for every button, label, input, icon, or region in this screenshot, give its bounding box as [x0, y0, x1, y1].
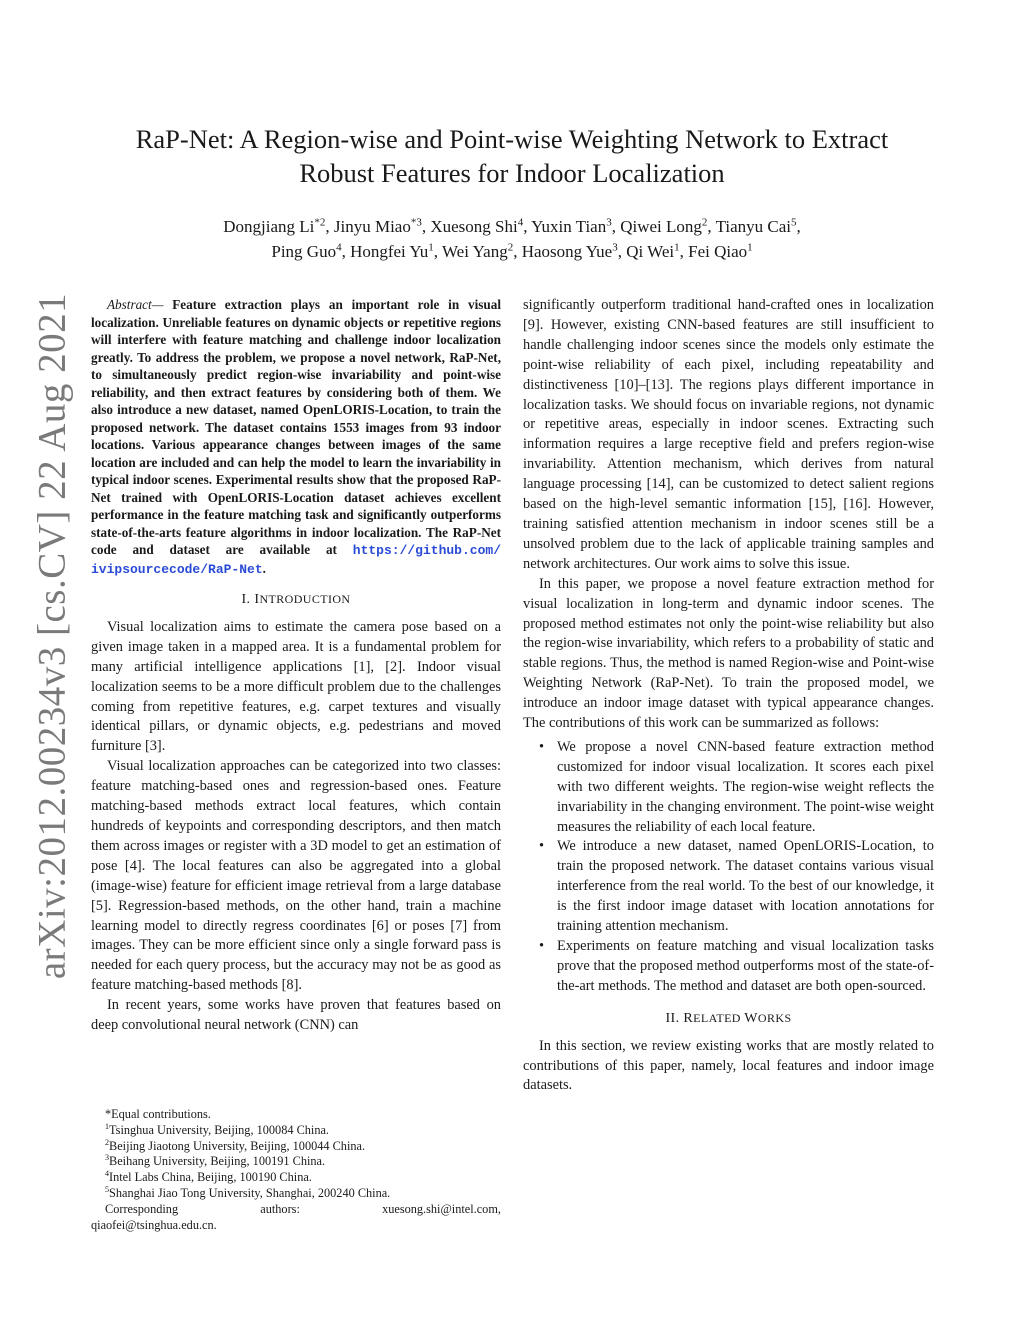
- author: Haosong Yue$^3$,: [521, 241, 627, 261]
- email-link[interactable]: qiaofei@tsinghua.edu.cn.: [91, 1217, 217, 1232]
- title-line-1: RaP-Net: A Region-wise and Point-wise Weighting Network to Extract: [135, 124, 889, 154]
- contribution-item: • We propose a novel CNN-based feature extraction method customized for indoor visual localization. It scores each pixel with two different weights. The region-wise weight reflects the invariability in the changing environment. The point-wise weight measures the reliability of each local feature.: [539, 738, 934, 835]
- intro-paragraph-3: In recent years, some works have proven that features based on deep convolutional neural network (CNN) can: [91, 997, 501, 1034]
- footnote-affiliation: $^5$Shanghai Jiao Tong University, Shanghai, 200240 China.: [105, 1184, 391, 1200]
- arxiv-identifier: arXiv:2012.00234v3 [cs.CV] 22 Aug 2021: [30, 292, 74, 980]
- author: Ping Guo$^4$,: [271, 241, 351, 261]
- intro-paragraph-2: Visual localization approaches can be categorized into two classes: feature matching-based ones and regression-based ones. Feature matching-based methods extract local features, which contain hundreds of keypoints and corresponding descriptors, and then match them across images or register with a 3D model to get an estimation of pose [4]. The local features can also be aggregated into a global (image-wise) feature for efficient image retrieval from a large database [5]. Regression-based methods, on the other hand, train a machine learning model to directly regress coordinates [6] or poses [7] from images. They can be more efficient since only a single forward pass is needed for each query process, but the accuracy may not be as good as feature matching-based methods [8].: [91, 758, 501, 994]
- section-heading-related-works: II. RELATED WORKS: [665, 1010, 792, 1026]
- author-list: [90, 214, 934, 264]
- footnote-affiliation: $^4$Intel Labs China, Beijing, 100190 China.: [105, 1169, 312, 1185]
- footnote-affiliation: $^3$Beihang University, Beijing, 100191 China.: [105, 1153, 326, 1169]
- footnotes: [91, 1107, 501, 1233]
- footnote-equal-contribution: *Equal contributions.: [105, 1107, 211, 1121]
- intro-paragraph-1: Visual localization aims to estimate the camera pose based on a given image taken in a mapped area. It is a fundamental problem for many artificial intelligence applications [1], [2]. Indoor visual localization seems to be a more difficult problem due to the challenges coming from repetitive features, e.g. carpet textures and visually identical pillars, or dynamic objects, e.g. pedestrians and moved furniture [3].: [91, 618, 501, 755]
- left-column: [91, 296, 501, 1036]
- paper-title: [90, 122, 934, 190]
- author: Qiwei Long$^2$,: [620, 216, 716, 236]
- footnote-corresponding: Corresponding authors: xuesong.shi@intel.com,: [105, 1201, 501, 1216]
- related-works-paragraph-1: In this section, we review existing works that are mostly related to contributions of this paper, namely, local features and indoor image datasets.: [523, 1037, 934, 1094]
- author: Fei Qiao$^1$: [688, 241, 753, 261]
- bullet-icon: •: [539, 738, 545, 755]
- bullet-icon: •: [539, 938, 545, 954]
- footnote-affiliation: $^2$Beijing Jiaotong University, Beijing, 100044 China.: [105, 1137, 366, 1153]
- author: Tianyu Cai$^5$,: [715, 216, 801, 236]
- author: Hongfei Yu$^1$,: [350, 241, 442, 261]
- contribution-list: [523, 738, 934, 997]
- abstract-lead: Abstract—: [107, 297, 164, 312]
- section-heading-introduction: I. INTRODUCTION: [241, 592, 351, 607]
- intro-paragraph-3-continued: significantly outperform traditional hand-crafted ones in localization [9]. However, existing CNN-based features are still insufficient to handle challenging indoor scenes since the models only estimate the point-wise reliability of each pixel, including repeatability and distinctiveness [10]–[13]. The regions plays different importance in localization tasks. We should focus on invariable regions, not dynamic or repetitive areas, especially in indoor scenes. Extracting such information requires a large receptive field and prefers region-wise invariability. Attention mechanism, which derives from natural language processing [14], can be customized to detect salient regions based on the high-level semantic information [15], [16]. However, training satisfied attention mechanism in indoor scenes still be a unsolved problem due to the lack of applicable training samples and network architectures. Our work aims to solve this issue.: [523, 297, 934, 572]
- email-link[interactable]: xuesong.shi@intel.com,: [382, 1201, 501, 1216]
- code-link[interactable]: https://github.com/ ivipsourcecode/RaP-Net: [91, 543, 501, 577]
- author: Dongjiang Li$^{*2}$,: [223, 216, 334, 236]
- footnote-affiliation: $^1$Tsinghua University, Beijing, 100084 China.: [105, 1121, 330, 1137]
- author: Wei Yang$^2$,: [442, 241, 522, 261]
- bullet-icon: •: [539, 838, 545, 855]
- abstract: Abstract— Feature extraction plays an important role in visual localization. Unreliable features on dynamic objects or repetitive regions will interfere with feature matching and challenge indoor localization greatly. To address the problem, we propose a novel network, RaP-Net, to simultaneously predict region-wise invariability and point-wise reliability, and then extract features by considering both of them. We also introduce a new dataset, named OpenLORIS-Location, to train the proposed network. The dataset contains 1553 images from 93 indoor locations. Various appearance changes between images of the same location are included and can help the model to learn the invariability in typical indoor scenes. Experimental results show that the proposed RaP-Net trained with OpenLORIS-Location dataset achieves excellent performance in the feature matching task and significantly outperforms state-of-the-arts feature algorithms in indoor localization. The RaP-Net code and dataset are available at https://github.com/ ivipsourcecode/RaP-Net.: [91, 297, 501, 577]
- intro-paragraph-4: In this paper, we propose a novel feature extraction method for visual localization in long-term and dynamic indoor scenes. The proposed method estimates not only the point-wise reliability but also the region-wise invariability, which refers to a probability of static and stable regions. Thus, the method is named Region-wise and Point-wise Weighting Network (RaP-Net). To train the proposed model, we introduce an indoor image dataset with typical appearance changes. The contributions of this work can be summarized as follows:: [523, 575, 934, 732]
- contribution-item: • We introduce a new dataset, named OpenLORIS-Location, to train the proposed network. The dataset contains various visual interference from the real world. To the best of our knowledge, it is the first indoor image dataset with location annotations for training attention mechanism.: [539, 838, 934, 935]
- title-line-2: Robust Features for Indoor Localization: [299, 158, 725, 188]
- author: Xuesong Shi$^4$,: [430, 216, 532, 236]
- author: Qi Wei$^1$,: [626, 241, 689, 261]
- right-column: [523, 296, 934, 1096]
- author: Yuxin Tian$^3$,: [531, 216, 621, 236]
- abstract-body: Feature extraction plays an important role in visual localization. Unreliable features on dynamic objects or repetitive regions will interfere with feature matching and challenge indoor localization greatly. To address the problem, we propose a novel network, RaP-Net, to simultaneously predict region-wise invariability and point-wise reliability, and then extract features by considering both of them. We also introduce a new dataset, named OpenLORIS-Location, to train the proposed network. The dataset contains 1553 images from 93 indoor locations. Various appearance changes between images of the same location are included and can help the model to learn the invariability in typical indoor scenes. Experimental results show that the proposed RaP-Net trained with OpenLORIS-Location dataset achieves excellent performance in the feature matching task and significantly outperforms state-of-the-arts feature algorithms in indoor localization. The RaP-Net code and dataset are available at: [91, 297, 501, 557]
- author-line-2: [90, 239, 934, 264]
- author-line-1: [90, 214, 934, 239]
- contribution-item: • Experiments on feature matching and visual localization tasks prove that the proposed method outperforms most of the state-of-the-art methods. The method and dataset are both open-sourced.: [539, 938, 934, 994]
- author: Jinyu Miao$^{*3}$,: [333, 216, 431, 236]
